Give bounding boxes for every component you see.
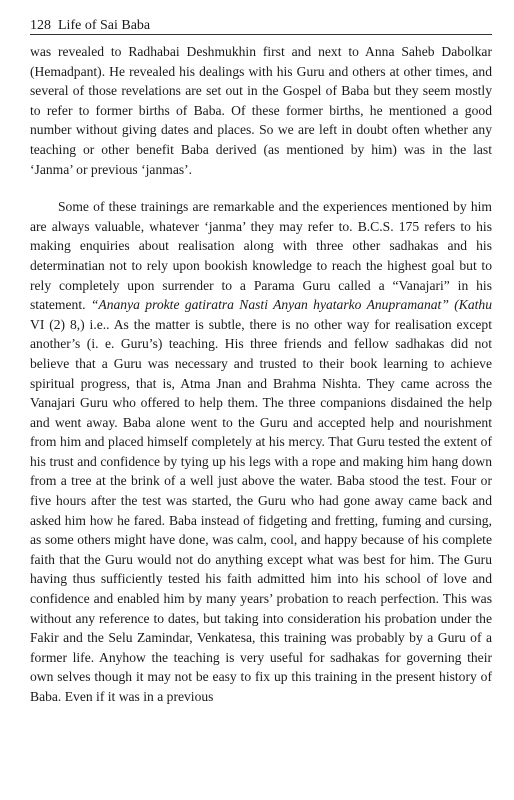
body-text — [30, 42, 492, 707]
running-header — [30, 18, 492, 35]
paragraph-2-text-a: Some of these trainings are remarkable and the experiences mentioned by him are always valuable, whatever ‘janma’ they may refer to. B.C.S. 175 refers to his making enquiries about realisation along with three other sadhakas and his determinatian not to rely upon bookish knowledge to reach the highest goal but to rely completely upon surrender to a Parama Guru called a “Vanajari” in his statement. — [30, 199, 492, 313]
paragraph-2 — [30, 197, 492, 706]
page-number: 128 — [30, 18, 51, 33]
running-title: Life of Sai Baba — [58, 18, 151, 33]
sanskrit-quote: “Ananya prokte gatiratra Nasti Anyan hyatarko Anupramanat” (Kathu — [90, 297, 492, 313]
paragraph-2-text-b: VI (2) 8,) i.e.. As the matter is subtle, there is no other way for realisation except another’s (i. e. Guru’s) teaching. His three friends and fellow sadhakas did not believe that a Guru was necessary and trusted to their book learning to achieve spiritual progress, that is, Atma Jnan and Brahma Nishta. They came across the Vanajari Guru who offered to help them. The three companions disdained the help and went away. Baba alone went to the Guru and accepted help and nourishment from him and placed himself completely at his mercy. That Guru tested the extent of his trust and confidence by tying up his legs with a rope and making him hang down from a tree at the brink of a well just above the water. Baba stood the test. Four or five hours after the test was started, the Guru who had gone away came back and asked him how he fared. Baba instead of fidgeting and fretting, fuming and cursing, as some others might have done, was calm, cool, and happy because of his complete faith that the Guru would not do anything except what was best for him. The Guru having thus sufficiently tested his faith admitted him into his school of love and confidence and enabled him by many years’ probation to reach perfection. This was without any reference to dates, but taking into consideration his probation under the Fakir and the Selu Zamindar, Venkatesa, this training was probably by a Guru of a former life. Anyhow the teaching is very useful for sadhakas for governing their own selves though it may not be easy to fix up this training in the present history of Baba. Even if it was in a previous — [30, 316, 492, 704]
paragraph-1-text: was revealed to Radhabai Deshmukhin first and next to Anna Saheb Dabolkar (Hemadpant). He revealed his dealings with his Guru and others at other times, and several of those revelations are set out in the Gospel of Baba but they seem mostly to refer to former births of Baba. Of these former births, he mentioned a good number without giving dates and places. So we are left in doubt often whether any teaching or other benefit Baba derived (as mentioned by him) was in the last ‘Janma’ or previous ‘janmas’. — [30, 44, 492, 177]
paragraph-1 — [30, 42, 492, 179]
